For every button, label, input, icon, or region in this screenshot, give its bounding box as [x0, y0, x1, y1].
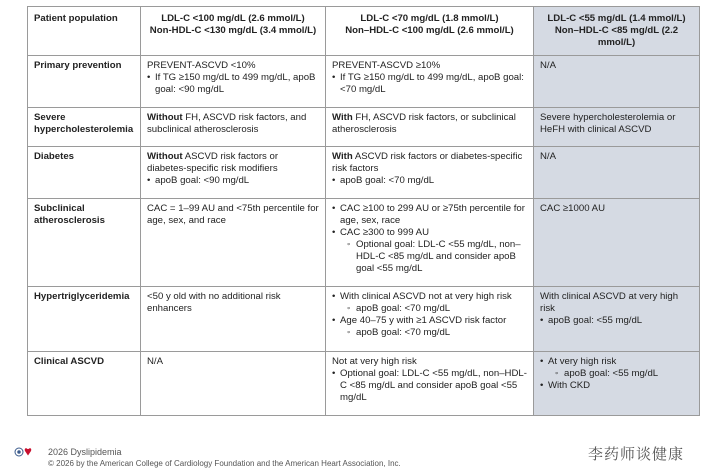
- list-item: • apoB goal: <90 mg/dL: [147, 175, 319, 187]
- row-label: Severe hypercholesterolemia: [28, 108, 141, 147]
- cell-lead: Not at very high risk: [332, 356, 417, 367]
- bold-qualifier: With: [332, 112, 353, 123]
- list-item: • apoB goal: <70 mg/dL: [332, 175, 527, 187]
- row-subclinical-atherosclerosis: [28, 199, 700, 287]
- cell: CAC = 1–99 AU and <75th percentile for age, sex, and race: [141, 199, 326, 287]
- footer-copyright: © 2026 by the American College of Cardiology Foundation and the American Heart Association, Inc.: [48, 459, 401, 468]
- cell-text: ASCVD risk factors or diabetes-specific risk factors: [332, 151, 523, 174]
- sub-list-item: ◦ apoB goal: <70 mg/dL: [340, 327, 527, 339]
- sub-list-item: ◦ apoB goal: <70 mg/dL: [340, 303, 527, 315]
- row-hypertriglyceridemia: [28, 287, 700, 352]
- cell: [326, 147, 534, 199]
- list-item: • Age 40–75 y with ≥1 ASCVD risk factor ◦ apoB goal: <70 mg/dL: [332, 315, 527, 339]
- list-item: • With clinical ASCVD not at very high risk ◦ apoB goal: <70 mg/dL: [332, 291, 527, 315]
- cell-lead: PREVENT-ASCVD <10%: [147, 60, 256, 71]
- cell: [141, 147, 326, 199]
- cell: [534, 287, 700, 352]
- cell: N/A: [534, 56, 700, 108]
- row-clinical-ascvd: [28, 352, 700, 416]
- row-diabetes: [28, 147, 700, 199]
- sub-list-item: ◦ Optional goal: LDL-C <55 mg/dL, non–HDL-C <85 mg/dL and consider apoB goal <55 mg/dL: [340, 239, 527, 275]
- footer-title: 2026 Dyslipidemia: [48, 447, 122, 457]
- cell-text: ASCVD risk factors or diabetes-specific risk modifiers: [147, 151, 279, 174]
- header-population: Patient population: [28, 7, 141, 56]
- list-item: • If TG ≥150 mg/dL to 499 mg/dL, apoB goal: <90 mg/dL: [147, 72, 319, 96]
- bold-qualifier: Without: [147, 112, 183, 123]
- cell: [326, 56, 534, 108]
- row-primary-prevention: [28, 56, 700, 108]
- header-row: [28, 7, 700, 56]
- cell: <50 y old with no additional risk enhancers: [141, 287, 326, 352]
- cell: N/A: [141, 352, 326, 416]
- cell: Severe hypercholesterolemia or HeFH with clinical ASCVD: [534, 108, 700, 147]
- cell: [326, 352, 534, 416]
- header-goal-70: LDL-C <70 mg/dL (1.8 mmol/L) Non–HDL-C <100 mg/dL (2.6 mmol/L): [326, 7, 534, 56]
- cell: [326, 199, 534, 287]
- cell-text: FH, ASCVD risk factors, and subclinical atherosclerosis: [147, 112, 307, 135]
- cell: [326, 287, 534, 352]
- row-severe-hypercholesterolemia: [28, 108, 700, 147]
- cell-lead: PREVENT-ASCVD ≥10%: [332, 60, 441, 71]
- lipid-goals-table: [27, 6, 700, 416]
- cell: [534, 352, 700, 416]
- header-goal-100: LDL-C <100 mg/dL (2.6 mmol/L) Non-HDL-C <130 mg/dL (3.4 mmol/L): [141, 7, 326, 56]
- list-item: • At very high risk ◦ apoB goal: <55 mg/dL: [540, 356, 693, 380]
- bold-qualifier: Without: [147, 151, 183, 162]
- cell: [326, 108, 534, 147]
- bold-qualifier: With: [332, 151, 353, 162]
- cell: CAC ≥1000 AU: [534, 199, 700, 287]
- row-label: Primary prevention: [28, 56, 141, 108]
- watermark: 李药师谈健康: [588, 446, 685, 463]
- cell-lead: With clinical ASCVD at very high risk: [540, 291, 679, 314]
- row-label: Hypertriglyceridemia: [28, 287, 141, 352]
- list-item: • CAC ≥300 to 999 AU ◦ Optional goal: LDL-C <55 mg/dL, non–HDL-C <85 mg/dL and consider apoB goal <55 mg/dL: [332, 227, 527, 275]
- list-item: • Optional goal: LDL-C <55 mg/dL, non–HDL-C <85 mg/dL and consider apoB goal <55 mg/dL: [332, 368, 527, 404]
- cell: [141, 56, 326, 108]
- list-item: • If TG ≥150 mg/dL to 499 mg/dL, apoB goal: <70 mg/dL: [332, 72, 527, 96]
- row-label: Subclinical atherosclerosis: [28, 199, 141, 287]
- cell-text: FH, ASCVD risk factors, or subclinical atherosclerosis: [332, 112, 516, 135]
- header-goal-55: LDL-C <55 mg/dL (1.4 mmol/L) Non–HDL-C <85 mg/dL (2.2 mmol/L): [534, 7, 700, 56]
- row-label: Diabetes: [28, 147, 141, 199]
- sub-list-item: ◦ apoB goal: <55 mg/dL: [548, 368, 693, 380]
- list-item: • apoB goal: <55 mg/dL: [540, 315, 693, 327]
- cell: N/A: [534, 147, 700, 199]
- cell: [141, 108, 326, 147]
- row-label: Clinical ASCVD: [28, 352, 141, 416]
- list-item: • CAC ≥100 to 299 AU or ≥75th percentile for age, sex, race: [332, 203, 527, 227]
- list-item: • With CKD: [540, 380, 693, 392]
- aha-acc-logo-icon: [4, 447, 44, 467]
